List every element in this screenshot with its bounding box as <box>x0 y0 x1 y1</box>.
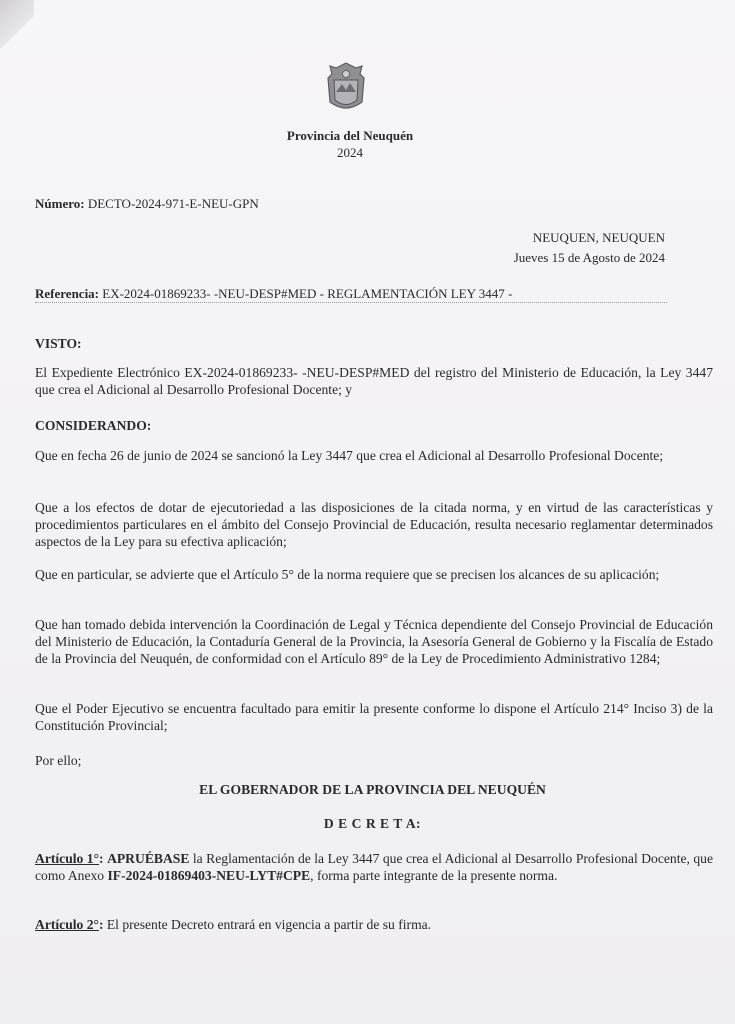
article-2-colon: : <box>98 917 104 932</box>
referencia-divider <box>35 302 667 303</box>
decreta-heading: D E C R E T A: <box>323 816 422 831</box>
referencia-line <box>35 286 512 302</box>
considerando-heading: CONSIDERANDO: <box>35 418 152 433</box>
numero-line <box>35 196 259 212</box>
numero-label: Número: <box>35 196 85 211</box>
article-1-annex: IF-2024-01869403-NEU-LYT#CPE <box>107 868 311 883</box>
article-1-colon: : <box>99 851 104 866</box>
article-1-lead: APRUÉBASE <box>107 851 190 866</box>
article-1 <box>35 850 713 884</box>
governor-heading: EL GOBERNADOR DE LA PROVINCIA DEL NEUQUÉN <box>199 782 546 797</box>
province-name: Provincia del Neuquén <box>286 128 414 143</box>
article-2 <box>35 916 713 933</box>
numero-value: DECTO-2024-971-E-NEU-GPN <box>87 196 259 211</box>
considerando-paragraph: Que han tomado debida intervención la Coordinación de Legal y Técnica dependiente del Consejo Provincial de Educación del Ministerio de Educación, la Contaduría General de la Provincia, la Asesoría General de Gobierno y la Fiscalía de Estado de la Provincia del Neuquén, de conformidad con el Artículo 89° de la Ley de Procedimiento Administrativo 1284; <box>35 617 713 666</box>
header-year: 2024 <box>337 145 363 160</box>
place: NEUQUEN, NEUQUEN <box>532 230 665 245</box>
considerando-paragraph: Que a los efectos de dotar de ejecutoriedad a las disposiciones de la citada norma, y en virtud de las características y procedimientos particulares en el ámbito del Consejo Provincial de Educación, resulta necesario reglamentar determinados aspectos de la Ley para su efectiva aplicación; <box>35 500 713 549</box>
considerando-paragraph: Que en fecha 26 de junio de 2024 se sancionó la Ley 3447 que crea el Adicional al Desarrollo Profesional Docente; <box>35 448 664 463</box>
considerando-paragraph: Que en particular, se advierte que el Artículo 5° de la norma requiere que se precisen los alcances de su aplicación; <box>35 567 660 582</box>
date: Jueves 15 de Agosto de 2024 <box>513 250 665 265</box>
referencia-label: Referencia: <box>35 286 100 301</box>
article-1-text-end: , forma parte integrante de la presente norma. <box>310 868 558 883</box>
visto-text: El Expediente Electrónico EX-2024-01869233- -NEU-DESP#MED del registro del Ministerio de Educación, la Ley 3447 que crea el Adicional al Desarrollo Profesional Docente; y <box>35 365 713 397</box>
article-2-text: El presente Decreto entrará en vigencia a partir de su firma. <box>103 917 432 932</box>
visto-heading: VISTO: <box>35 336 82 351</box>
considerando-paragraph: Por ello; <box>35 753 82 768</box>
article-1-text: la Reglamentación de la Ley 3447 que crea el Adicional al Desarrollo Profesional Docente, que como Anexo <box>35 851 714 883</box>
article-2-label: Artículo 2° <box>35 917 99 932</box>
folded-corner <box>0 0 34 48</box>
provincial-seal-icon <box>326 62 366 116</box>
considerando-paragraph: Que el Poder Ejecutivo se encuentra facultado para emitir la presente conforme lo dispone el Artículo 214° Inciso 3) de la Constitución Provincial; <box>35 701 713 733</box>
referencia-value: EX-2024-01869233- -NEU-DESP#MED - REGLAMENTACIÓN LEY 3447 - <box>102 286 513 301</box>
article-1-label: Artículo 1° <box>35 851 100 866</box>
